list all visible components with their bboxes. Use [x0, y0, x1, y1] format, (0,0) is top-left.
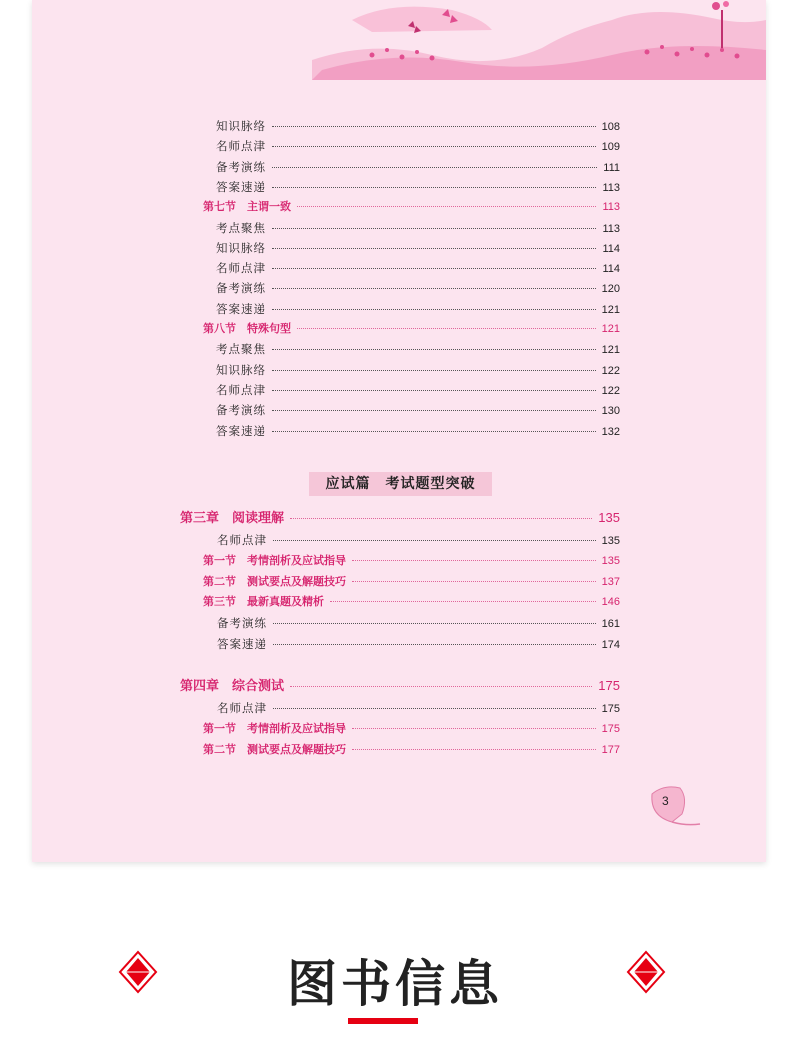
book-info-title: 图书信息 — [287, 954, 503, 1013]
dot-leader — [272, 389, 596, 391]
dot-leader — [352, 580, 596, 582]
book-page — [32, 0, 766, 862]
toc-item[interactable] — [217, 636, 620, 653]
dot-leader — [272, 409, 596, 411]
toc-label: 第三节 最新真题及精析 — [203, 595, 324, 609]
toc-item[interactable] — [217, 700, 620, 717]
ginkgo-leaf-icon — [644, 780, 704, 832]
toc-label: 第八节 特殊句型 — [203, 322, 291, 335]
dot-leader — [272, 227, 596, 229]
dot-leader — [352, 727, 596, 729]
page-number: 3 — [662, 794, 669, 808]
toc-page: 111 — [603, 161, 620, 174]
toc-item[interactable] — [216, 341, 620, 358]
toc-label: 考点聚焦 — [216, 342, 266, 357]
toc-label: 名师点津 — [216, 261, 266, 276]
toc-item[interactable] — [217, 532, 620, 549]
dot-leader — [290, 517, 592, 519]
toc-label: 名师点津 — [217, 701, 267, 715]
part-title: 应试篇 考试题型突破 — [309, 472, 492, 496]
dot-leader — [272, 267, 596, 269]
toc-item[interactable] — [216, 220, 620, 237]
toc-page: 132 — [601, 425, 620, 438]
chapter-label: 第三章 阅读理解 — [180, 511, 285, 526]
toc-page: 122 — [601, 384, 620, 397]
toc-item[interactable] — [216, 138, 620, 155]
toc-section[interactable] — [203, 721, 620, 737]
toc-page: 113 — [602, 181, 620, 194]
title-underline — [348, 1018, 418, 1024]
toc-page: 146 — [601, 596, 620, 609]
chapter-page: 175 — [598, 678, 620, 693]
toc-section[interactable] — [203, 321, 620, 337]
toc-label: 备考演练 — [216, 159, 266, 174]
toc-page: 161 — [601, 618, 620, 631]
toc-page: 121 — [601, 303, 620, 316]
toc-page: 120 — [601, 283, 620, 296]
toc-label: 备考演练 — [217, 616, 267, 631]
dot-leader — [273, 707, 596, 709]
table-of-contents — [32, 0, 766, 862]
toc-item[interactable] — [216, 118, 620, 135]
toc-page: 121 — [601, 323, 620, 335]
toc-item[interactable] — [217, 615, 620, 632]
toc-page: 114 — [602, 263, 620, 276]
toc-label: 答案速递 — [217, 637, 267, 651]
dot-leader — [272, 430, 596, 432]
toc-page: 109 — [601, 141, 620, 154]
book-info-banner — [0, 930, 790, 1044]
toc-page: 175 — [601, 703, 620, 715]
dot-leader — [290, 685, 592, 687]
toc-item[interactable] — [216, 301, 620, 318]
toc-page: 121 — [601, 344, 620, 357]
toc-item[interactable] — [216, 280, 620, 297]
toc-page: 137 — [601, 575, 620, 588]
toc-label: 答案速递 — [216, 301, 266, 316]
toc-label: 第七节 主谓一致 — [203, 200, 291, 214]
toc-page: 175 — [601, 723, 620, 735]
toc-item[interactable] — [216, 260, 620, 277]
dot-leader — [272, 247, 596, 249]
toc-item[interactable] — [216, 402, 620, 419]
toc-page: 108 — [601, 121, 620, 133]
dot-leader — [297, 327, 596, 329]
dot-leader — [272, 145, 596, 147]
dot-leader — [273, 622, 596, 624]
toc-label: 第一节 考情剖析及应试指导 — [203, 722, 346, 735]
dot-leader — [273, 643, 596, 645]
page-number-badge — [644, 780, 704, 832]
toc-page: 174 — [601, 639, 620, 651]
toc-label: 备考演练 — [216, 281, 266, 296]
toc-label: 知识脉络 — [216, 119, 266, 133]
toc-page: 114 — [602, 242, 620, 255]
toc-label: 第二节 测试要点及解题技巧 — [203, 574, 346, 588]
red-diamond-icon — [116, 950, 160, 994]
dot-leader — [272, 186, 596, 188]
dot-leader — [272, 308, 596, 310]
toc-item[interactable] — [216, 159, 620, 176]
toc-chapter-3[interactable] — [180, 510, 620, 527]
dot-leader — [352, 748, 596, 750]
toc-label: 考点聚焦 — [216, 220, 266, 235]
toc-section[interactable] — [203, 553, 620, 569]
toc-label: 知识脉络 — [216, 362, 266, 377]
toc-item[interactable] — [216, 423, 620, 440]
toc-label: 答案速递 — [216, 179, 266, 194]
toc-item[interactable] — [216, 362, 620, 379]
dot-leader — [297, 205, 596, 207]
chapter-page: 135 — [598, 510, 620, 525]
toc-item[interactable] — [216, 382, 620, 399]
toc-label: 备考演练 — [216, 403, 266, 418]
toc-chapter-4[interactable] — [180, 678, 620, 695]
toc-label: 第二节 测试要点及解题技巧 — [203, 743, 346, 756]
dot-leader — [272, 369, 596, 371]
toc-item[interactable] — [216, 179, 620, 196]
toc-section[interactable] — [203, 574, 620, 590]
toc-page: 113 — [602, 222, 620, 235]
toc-page: 135 — [601, 554, 620, 567]
toc-page: 113 — [602, 201, 620, 214]
red-diamond-icon — [624, 950, 668, 994]
toc-label: 名师点津 — [216, 382, 266, 397]
dot-leader — [272, 125, 596, 127]
chapter-label: 第四章 综合测试 — [180, 679, 285, 694]
toc-item[interactable] — [216, 240, 620, 257]
dot-leader — [272, 287, 596, 289]
toc-label: 知识脉络 — [216, 240, 266, 255]
dot-leader — [273, 539, 596, 541]
toc-label: 第一节 考情剖析及应试指导 — [203, 553, 346, 567]
toc-label: 答案速递 — [216, 423, 266, 438]
toc-label: 名师点津 — [216, 139, 266, 154]
dot-leader — [272, 166, 597, 168]
toc-section[interactable] — [203, 199, 620, 215]
dot-leader — [352, 559, 596, 561]
toc-page: 135 — [601, 535, 620, 547]
toc-section[interactable] — [203, 742, 620, 758]
toc-page: 122 — [601, 364, 620, 377]
toc-page: 130 — [601, 405, 620, 418]
toc-section[interactable] — [203, 594, 620, 610]
dot-leader — [272, 348, 596, 350]
toc-label: 名师点津 — [217, 533, 267, 547]
dot-leader — [330, 600, 596, 602]
toc-page: 177 — [601, 744, 620, 756]
